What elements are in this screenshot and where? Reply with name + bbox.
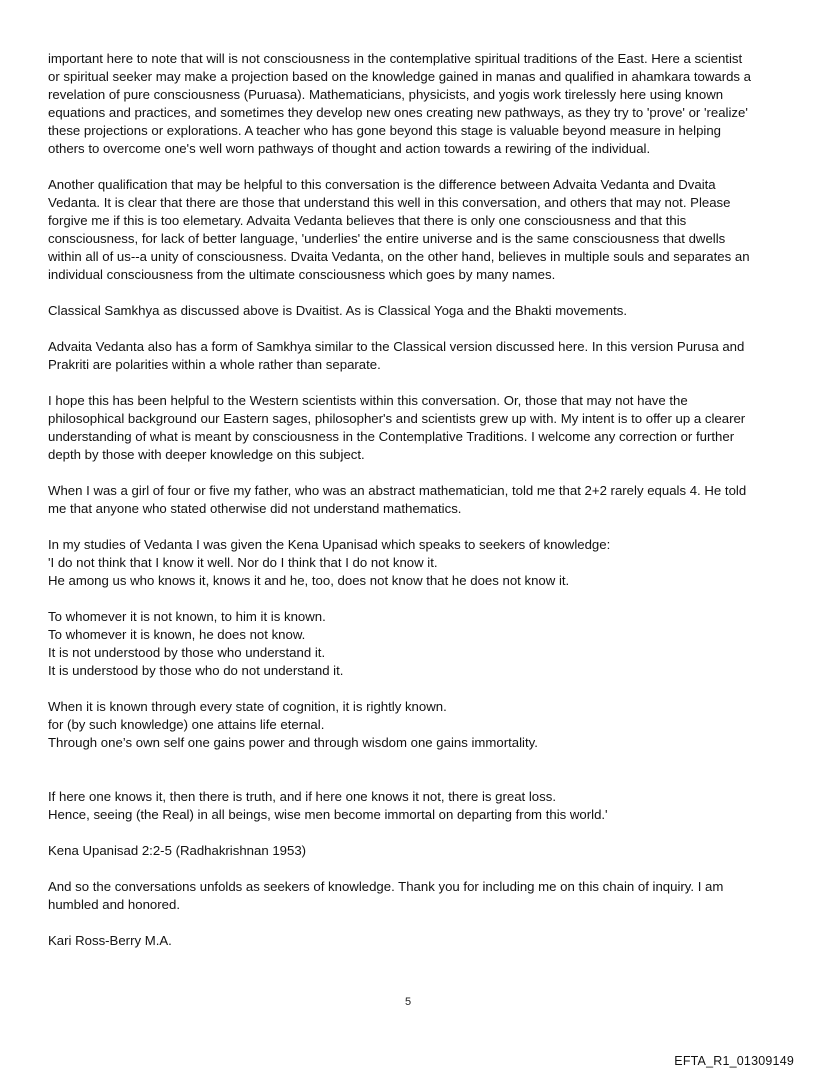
text-line: me that anyone who stated otherwise did not understand mathematics. [48,501,462,516]
paragraph-father-anecdote [48,482,772,518]
quote-line: Hence, seeing (the Real) in all beings, wise men become immortal on departing from this world.' [48,807,608,822]
text-line: within all of us--a unity of consciousness. Dvaita Vedanta, on the other hand, believes in multiple souls and separates an [48,249,750,264]
quote-line: for (by such knowledge) one attains life eternal. [48,717,325,732]
text-line: humbled and honored. [48,897,180,912]
paragraph-will-consciousness [48,50,772,158]
quote-stanza-cognition [48,698,772,752]
text-line: or spiritual seeker may make a projection based on the knowledge gained in manas and qualified in ahamkara towards a [48,69,752,84]
text-line: Vedanta. It is clear that there are those that understand this well in this conversation, and others that may not. Please [48,195,731,210]
text-line: Another qualification that may be helpful to this conversation is the difference between Advaita Vedanta and Dvaita [48,177,716,192]
quote-line: It is understood by those who do not understand it. [48,663,344,678]
text-line: depth by those with deeper knowledge on this subject. [48,447,365,462]
text-line: consciousness, for lack of better language, 'underlies' the entire universe and is the same consciousness that dwells [48,231,726,246]
text-line: others to overcome one's well worn pathways of thought and action towards a rewiring of the individual. [48,141,651,156]
paragraph-closing [48,878,772,914]
paragraph-kena-intro [48,536,772,590]
quote-line: When it is known through every state of cognition, it is rightly known. [48,699,447,714]
quote-line: He among us who knows it, knows it and he, too, does not know that he does not know it. [48,573,570,588]
quote-line: To whomever it is known, he does not know. [48,627,306,642]
text-line: revelation of pure consciousness (Puruasa). Mathematicians, physicists, and yogis work tirelessly here using known [48,87,724,102]
quote-line: Through one’s own self one gains power and through wisdom one gains immortality. [48,735,538,750]
quote-stanza-known [48,608,772,680]
text-line: Prakriti are polarities within a whole rather than separate. [48,357,381,372]
author-name: Kari Ross-Berry M.A. [48,933,172,948]
paragraph-hope-helpful [48,392,772,464]
text-line: Advaita Vedanta also has a form of Samkhya similar to the Classical version discussed here. In this version Purusa and [48,339,745,354]
text-line: understanding of what is meant by consciousness in the Contemplative Traditions. I welcome any correction or further [48,429,735,444]
text-line: Classical Samkhya as discussed above is Dvaitist. As is Classical Yoga and the Bhakti movements. [48,303,628,318]
bates-number: EFTA_R1_01309149 [674,1054,794,1068]
paragraph-advaita-dvaita [48,176,772,284]
page-number: 5 [404,996,412,1008]
paragraph-advaita-samkhya [48,338,772,374]
quote-line: 'I do not think that I know it well. Nor do I think that I do not know it. [48,555,438,570]
citation-text: Kena Upanisad 2:2-5 (Radhakrishnan 1953) [48,843,307,858]
quote-line: It is not understood by those who understand it. [48,645,326,660]
text-line: equations and practices, and sometimes they develop new ones creating new pathways, as they try to 'prove' or 'realize' [48,105,748,120]
text-line: philosophical background our Eastern sages, philosopher's and scientists grew up with. My intent is to offer up a clearer [48,411,746,426]
quote-line: To whomever it is not known, to him it is known. [48,609,326,624]
text-line: these projections or explorations. A teacher who has gone beyond this stage is valuable beyond measure in helping [48,123,721,138]
quote-stanza-truth [48,788,772,824]
text-line: In my studies of Vedanta I was given the Kena Upanisad which speaks to seekers of knowledge: [48,537,611,552]
citation [48,842,772,860]
paragraph-classical-samkhya [48,302,772,320]
text-line: When I was a girl of four or five my father, who was an abstract mathematician, told me that 2+2 rarely equals 4. He told [48,483,747,498]
quote-line: If here one knows it, then there is truth, and if here one knows it not, there is great loss. [48,789,556,804]
text-line: I hope this has been helpful to the Western scientists within this conversation. Or, those that may not have the [48,393,688,408]
text-line: individual consciousness from the ultimate consciousness which goes by many names. [48,267,556,282]
author-signature [48,932,772,950]
text-line: important here to note that will is not consciousness in the contemplative spiritual traditions of the East. Here a scientist [48,51,743,66]
text-line: And so the conversations unfolds as seekers of knowledge. Thank you for including me on this chain of inquiry. I am [48,879,724,894]
text-line: forgive me if this is too elemetary. Advaita Vedanta believes that there is only one consciousness and that this [48,213,687,228]
document-body [48,50,772,968]
